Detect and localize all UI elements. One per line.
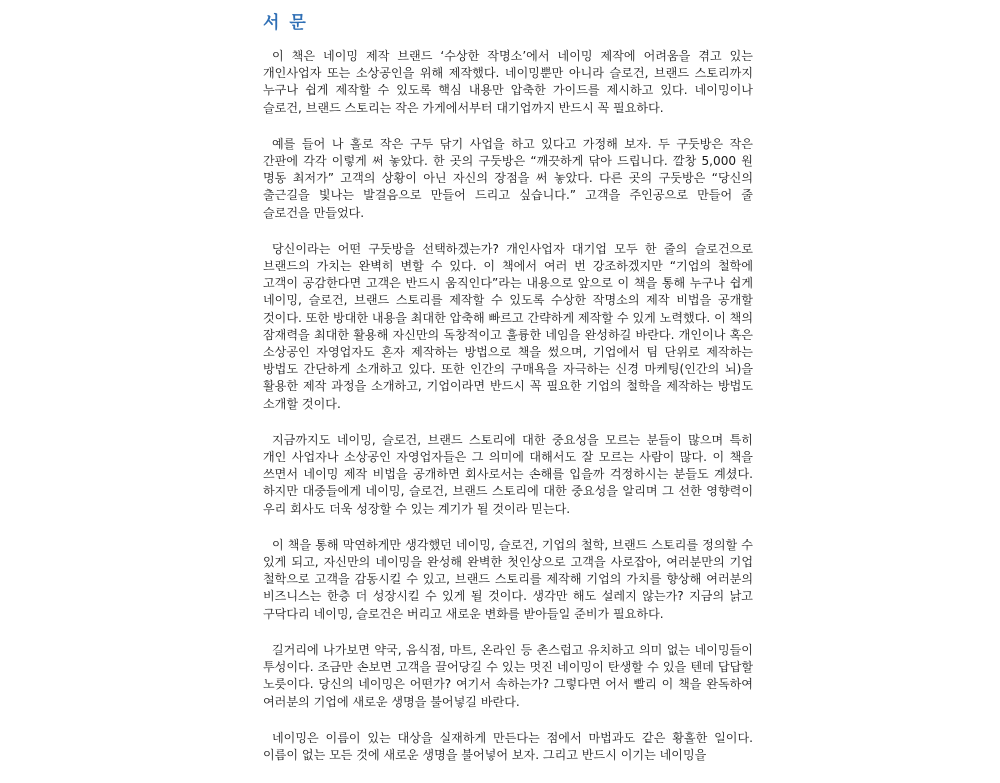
paragraph: 지금까지도 네이밍, 슬로건, 브랜드 스토리에 대한 중요성을 모르는 분들이 많으며 특히 개인 사업자나 소상공인 자영업자들은 그 의미에 대해서도 잘 모르는 사람이 많다. 이 책을 쓰면서 네이밍 제작 비법을 공개하면 회사로서는 손해를 입을까 걱정하시는 분들도 계셨다. 하지만 대중들에게 네이밍, 슬로건, 브랜드 스토리에 대한 중요성을 알리며 그 선한 영향력이 우리 회사도 더욱 성장할 수 있는 계기가 될 것이라 믿는다. [263,432,753,516]
document-body [263,48,753,783]
page-title: 서 문 [263,13,308,33]
paragraph: 네이밍은 이름이 있는 대상을 실재하게 만든다는 점에서 마법과도 같은 황홀한 일이다. 이름이 없는 모든 것에 새로운 생명을 불어넣어 보자. 그리고 반드시 이기는 네이밍을 [263,730,753,762]
paragraph: 당신이라는 어떤 구둣방을 선택하겠는가? 개인사업자 대기업 모두 한 줄의 슬로건으로 브랜드의 가치는 완벽히 변할 수 있다. 이 책에서 여러 번 강조하겠지만 “기업의 철학에 고객이 공감한다면 고객은 반드시 움직인다”라는 내용으로 앞으로 이 책을 통해 누구나 쉽게 네이밍, 슬로건, 브랜드 스토리를 제작할 수 있도록 수상한 작명소의 제작 비법을 공개할 것이다. 또한 방대한 내용을 최대한 압축해 빠르고 간략하게 제작할 수 있게 노력했다. 이 책의 잠재력을 최대한 활용해 자신만의 독창적이고 훌륭한 네임을 완성하길 바란다. 개인이나 혹은 소상공인 자영업자도 혼자 제작하는 방법으로 책을 썼으며, 기업에서 팀 단위로 제작하는 방법도 간단하게 소개하고 있다. 또한 인간의 구매욕을 자극하는 신경 마케팅(인간의 뇌)을 활용한 제작 과정을 소개하고, 기업이라면 반드시 꼭 필요한 기업의 철학을 제작하는 방법도 소개할 것이다. [263,241,753,411]
paragraph: 예를 들어 나 홀로 작은 구두 닦기 사업을 하고 있다고 가정해 보자. 두 구둣방은 작은 간판에 각각 이렇게 써 놓았다. 한 곳의 구둣방은 “깨끗하게 닦아 드립니다. 깔창 5,000 원 명동 최저가” 고객의 상황이 아닌 자신의 장점을 써 놓았다. 다른 곳의 구둣방은 “당신의 출근길을 빛나는 발걸음으로 만들어 드리고 싶습니다.” 고객을 주인공으로 만들어 줄 슬로건을 만들었다. [263,136,753,220]
paragraph: 길거리에 나가보면 약국, 음식점, 마트, 온라인 등 촌스럽고 유치하고 의미 없는 네이밍들이 투성이다. 조금만 손보면 고객을 끌어당길 수 있는 멋진 네이밍이 탄생할 수 있을 텐데 답답할 노릇이다. 당신의 네이밍은 어떤가? 여기서 속하는가? 그렇다면 어서 빨리 이 책을 완독하여 여러분의 기업에 새로운 생명을 불어넣길 바란다. [263,642,753,709]
paragraph: 이 책은 네이밍 제작 브랜드 ‘수상한 작명소’에서 네이밍 제작에 어려움을 겪고 있는 개인사업자 또는 소상공인을 위해 제작했다. 네이밍뿐만 아니라 슬로건, 브랜드 스토리까지 누구나 쉽게 제작할 수 있도록 핵심 내용만 압축한 가이드를 제시하고 있다. 네이밍이나 슬로건, 브랜드 스토리는 작은 가게에서부터 대기업까지 반드시 꼭 필요하다. [263,49,753,115]
paragraph: 이 책을 통해 막연하게만 생각했던 네이밍, 슬로건, 기업의 철학, 브랜드 스토리를 정의할 수 있게 되고, 자신만의 네이밍을 완성해 완벽한 첫인상으로 고객을 사로잡아, 여러분만의 기업 철학으로 고객을 감동시킬 수 있고, 브랜드 스토리를 제작해 기업의 가치를 향상해 여러분의 비즈니스는 한층 더 성장시킬 수 있게 될 것이다. 생각만 해도 설레지 않는가? 지금의 낡고 구닥다리 네이밍, 슬로건은 버리고 새로운 변화를 받아들일 준비가 필요하다. [263,537,753,621]
